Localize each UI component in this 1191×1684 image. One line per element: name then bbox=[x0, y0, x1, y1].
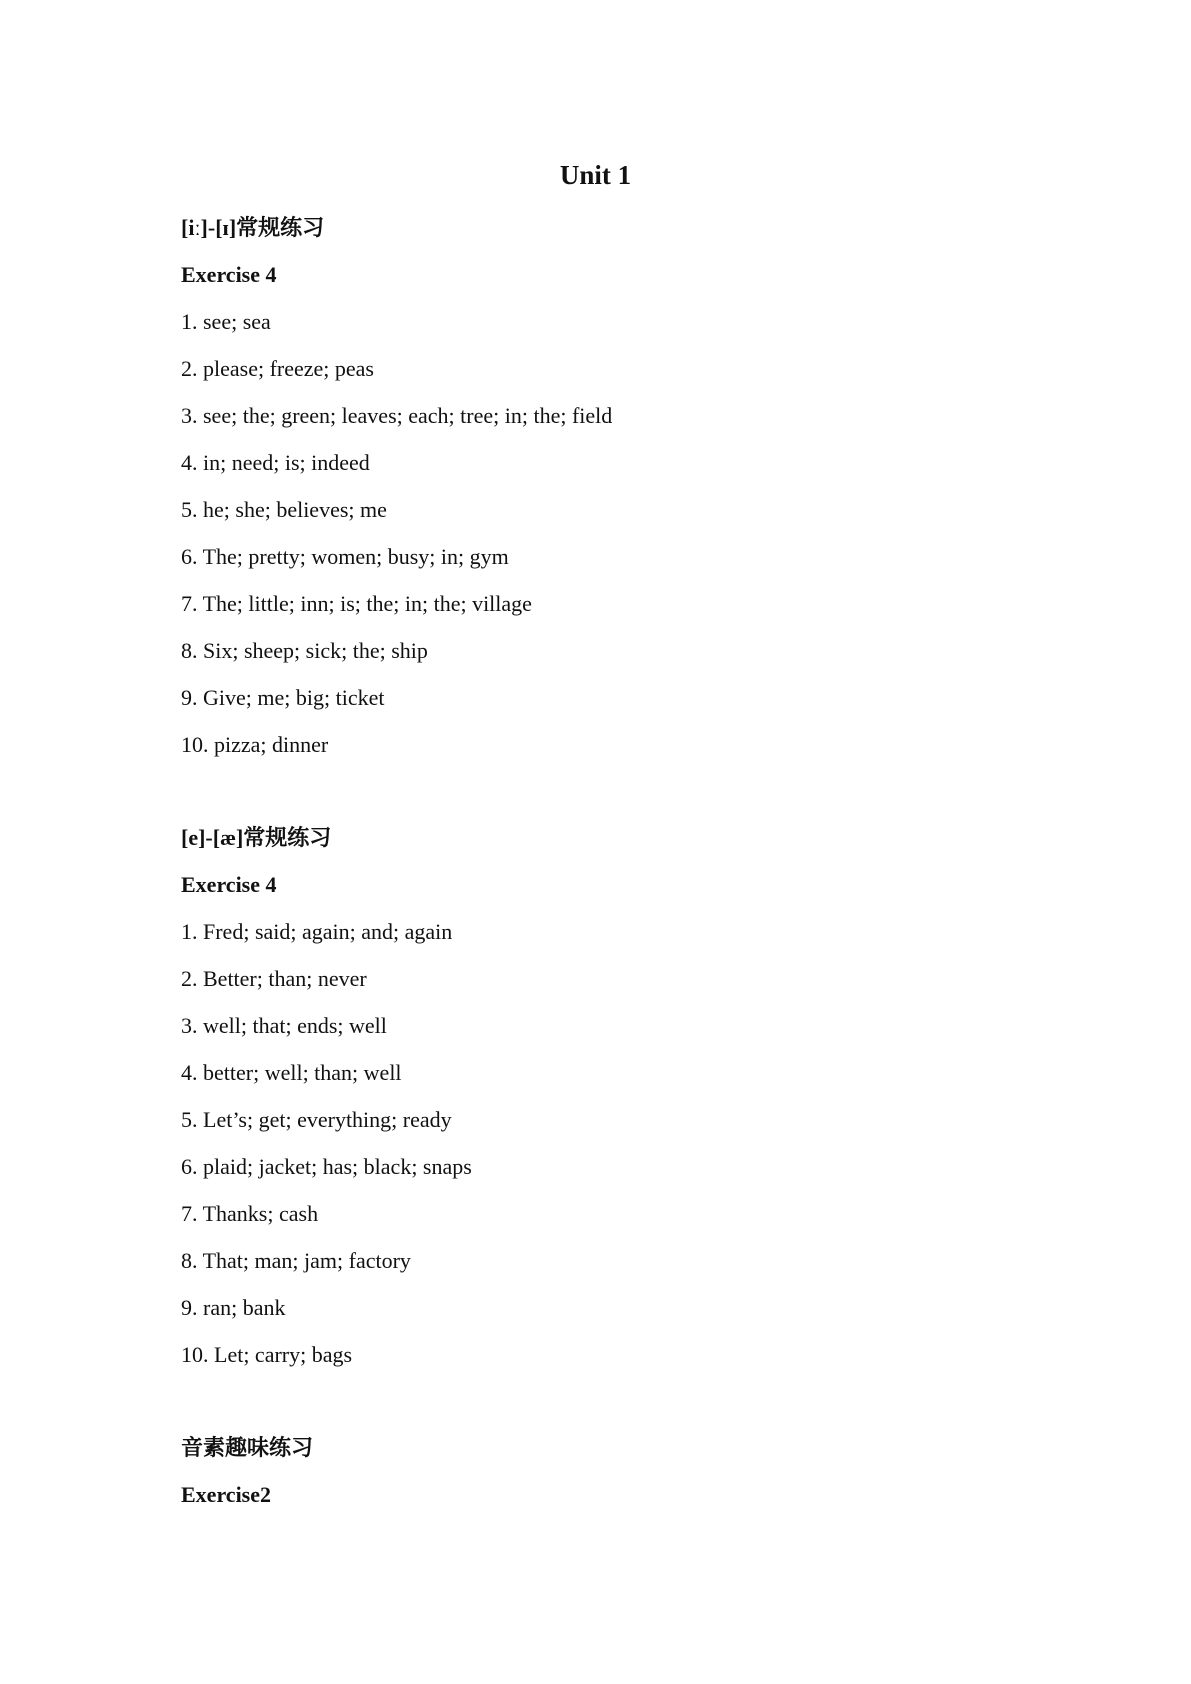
exercise-label: Exercise 4 bbox=[181, 262, 277, 287]
answer-line: 3. see; the; green; leaves; each; tree; in; the; field bbox=[181, 403, 613, 428]
answer-line: 5. Let’s; get; everything; ready bbox=[181, 1107, 452, 1132]
section-heading: 音素趣味练习 bbox=[181, 1435, 314, 1460]
section-heading: [e]-[æ]常规练习 bbox=[181, 825, 332, 850]
answer-line: 5. he; she; believes; me bbox=[181, 497, 387, 522]
answer-line: 7. The; little; inn; is; the; in; the; village bbox=[181, 591, 532, 616]
section-e-ae bbox=[181, 823, 1081, 1387]
page-title: Unit 1 bbox=[559, 160, 632, 190]
answer-content bbox=[181, 213, 1081, 1527]
exercise-label: Exercise 4 bbox=[181, 872, 277, 897]
answer-line: 1. see; sea bbox=[181, 309, 271, 334]
answer-line: 6. plaid; jacket; has; black; snaps bbox=[181, 1154, 472, 1179]
answer-line: 9. ran; bank bbox=[181, 1295, 286, 1320]
section-phoneme-fun bbox=[181, 1433, 1081, 1527]
exercise-label: Exercise2 bbox=[181, 1482, 272, 1507]
answer-line: 4. better; well; than; well bbox=[181, 1060, 402, 1085]
answer-line: 4. in; need; is; indeed bbox=[181, 450, 370, 475]
answer-line: 7. Thanks; cash bbox=[181, 1201, 319, 1226]
answer-line: 1. Fred; said; again; and; again bbox=[181, 919, 453, 944]
section-heading: [iː]-[ɪ]常规练习 bbox=[181, 215, 325, 240]
answer-line: 9. Give; me; big; ticket bbox=[181, 685, 385, 710]
answer-line: 8. Six; sheep; sick; the; ship bbox=[181, 638, 428, 663]
section-i-long-short bbox=[181, 213, 1081, 777]
answer-line: 6. The; pretty; women; busy; in; gym bbox=[181, 544, 509, 569]
answer-line: 3. well; that; ends; well bbox=[181, 1013, 387, 1038]
answer-line: 10. pizza; dinner bbox=[181, 732, 329, 757]
answer-line: 8. That; man; jam; factory bbox=[181, 1248, 411, 1273]
answer-line: 2. Better; than; never bbox=[181, 966, 367, 991]
answer-line: 10. Let; carry; bags bbox=[181, 1342, 353, 1367]
answer-line: 2. please; freeze; peas bbox=[181, 356, 374, 381]
